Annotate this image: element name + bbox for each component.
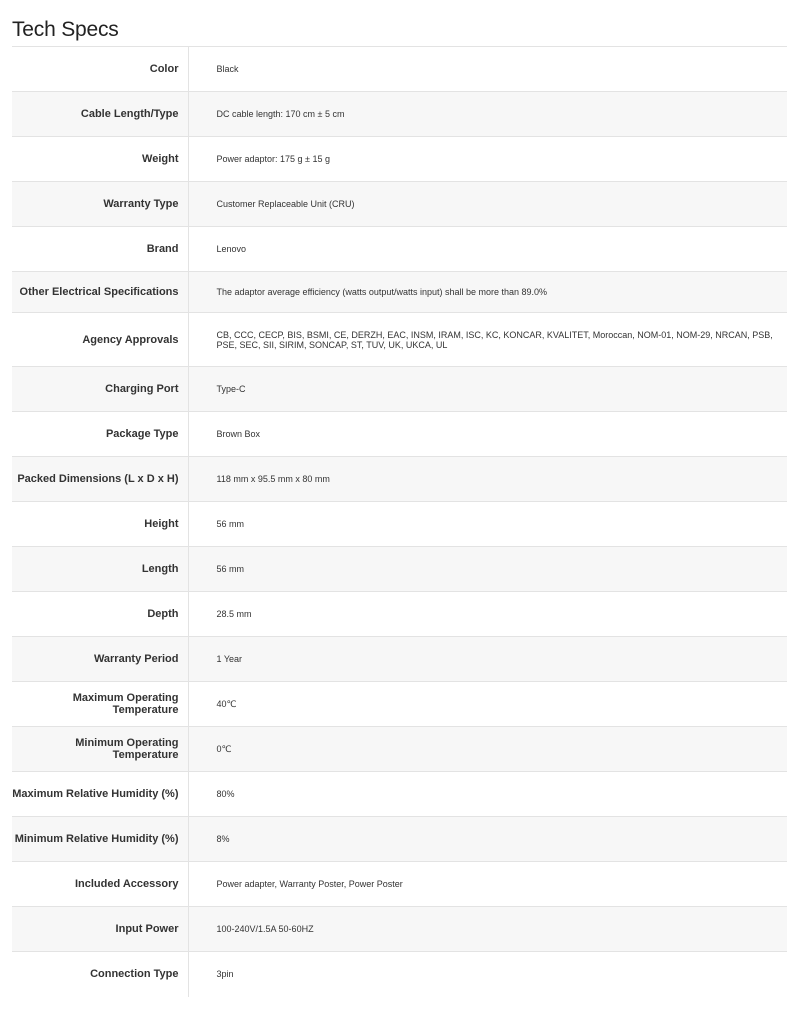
spec-row-package-type: [12, 412, 787, 457]
spec-label: Maximum Relative Humidity (%): [12, 772, 188, 817]
spec-value: 8%: [188, 817, 787, 862]
spec-row-max-humidity: [12, 772, 787, 817]
page-title: Tech Specs: [12, 18, 119, 41]
spec-value: 28.5 mm: [188, 592, 787, 637]
spec-value: 40℃: [188, 682, 787, 727]
spec-row-packed-dimensions: [12, 457, 787, 502]
spec-value: 1 Year: [188, 637, 787, 682]
spec-row-depth: [12, 592, 787, 637]
spec-label: Packed Dimensions (L x D x H): [12, 457, 188, 502]
spec-value: Black: [188, 47, 787, 92]
spec-value: 56 mm: [188, 547, 787, 592]
spec-row-brand: [12, 227, 787, 272]
spec-value: 56 mm: [188, 502, 787, 547]
spec-label: Connection Type: [12, 952, 188, 997]
spec-label: Input Power: [12, 907, 188, 952]
spec-label: Brand: [12, 227, 188, 272]
spec-label: Weight: [12, 137, 188, 182]
spec-row-input-power: [12, 907, 787, 952]
spec-value: 118 mm x 95.5 mm x 80 mm: [188, 457, 787, 502]
spec-value: 3pin: [188, 952, 787, 997]
spec-label: Cable Length/Type: [12, 92, 188, 137]
spec-row-included-accessory: [12, 862, 787, 907]
spec-value: Customer Replaceable Unit (CRU): [188, 182, 787, 227]
spec-row-cable-length: [12, 92, 787, 137]
tech-specs-table: [12, 46, 787, 997]
spec-label: Other Electrical Specifications: [12, 272, 188, 313]
spec-row-other-electrical: [12, 272, 787, 313]
spec-value: Lenovo: [188, 227, 787, 272]
spec-label: Maximum Operating Temperature: [12, 682, 188, 727]
spec-label: Agency Approvals: [12, 313, 188, 367]
spec-value: Brown Box: [188, 412, 787, 457]
spec-value: CB, CCC, CECP, BIS, BSMI, CE, DERZH, EAC, INSM, IRAM, ISC, KC, KONCAR, KVALITET, Moroccan, NOM-01, NOM-29, NRCAN, PSB, PSE, SEC, SII, SIRIM, SONCAP, ST, TUV, UK, UKCA, UL: [188, 313, 787, 367]
spec-value: Power adaptor: 175 g ± 15 g: [188, 137, 787, 182]
spec-row-length: [12, 547, 787, 592]
spec-label: Length: [12, 547, 188, 592]
spec-value: DC cable length: 170 cm ± 5 cm: [188, 92, 787, 137]
spec-value: 0℃: [188, 727, 787, 772]
spec-label: Depth: [12, 592, 188, 637]
spec-row-warranty-type: [12, 182, 787, 227]
spec-label: Warranty Period: [12, 637, 188, 682]
spec-value: 80%: [188, 772, 787, 817]
spec-row-connection-type: [12, 952, 787, 997]
spec-value: Type-C: [188, 367, 787, 412]
spec-label: Package Type: [12, 412, 188, 457]
spec-row-height: [12, 502, 787, 547]
spec-value: Power adapter, Warranty Poster, Power Poster: [188, 862, 787, 907]
spec-label: Minimum Relative Humidity (%): [12, 817, 188, 862]
spec-row-weight: [12, 137, 787, 182]
spec-row-max-operating-temp: [12, 682, 787, 727]
spec-label: Minimum Operating Temperature: [12, 727, 188, 772]
spec-row-min-operating-temp: [12, 727, 787, 772]
spec-row-warranty-period: [12, 637, 787, 682]
spec-label: Warranty Type: [12, 182, 188, 227]
spec-row-charging-port: [12, 367, 787, 412]
spec-label: Color: [12, 47, 188, 92]
spec-label: Included Accessory: [12, 862, 188, 907]
spec-value: The adaptor average efficiency (watts output/watts input) shall be more than 89.0%: [188, 272, 787, 313]
spec-value: 100-240V/1.5A 50-60HZ: [188, 907, 787, 952]
spec-row-min-humidity: [12, 817, 787, 862]
spec-label: Charging Port: [12, 367, 188, 412]
spec-row-color: [12, 47, 787, 92]
spec-row-agency-approvals: [12, 313, 787, 367]
spec-label: Height: [12, 502, 188, 547]
